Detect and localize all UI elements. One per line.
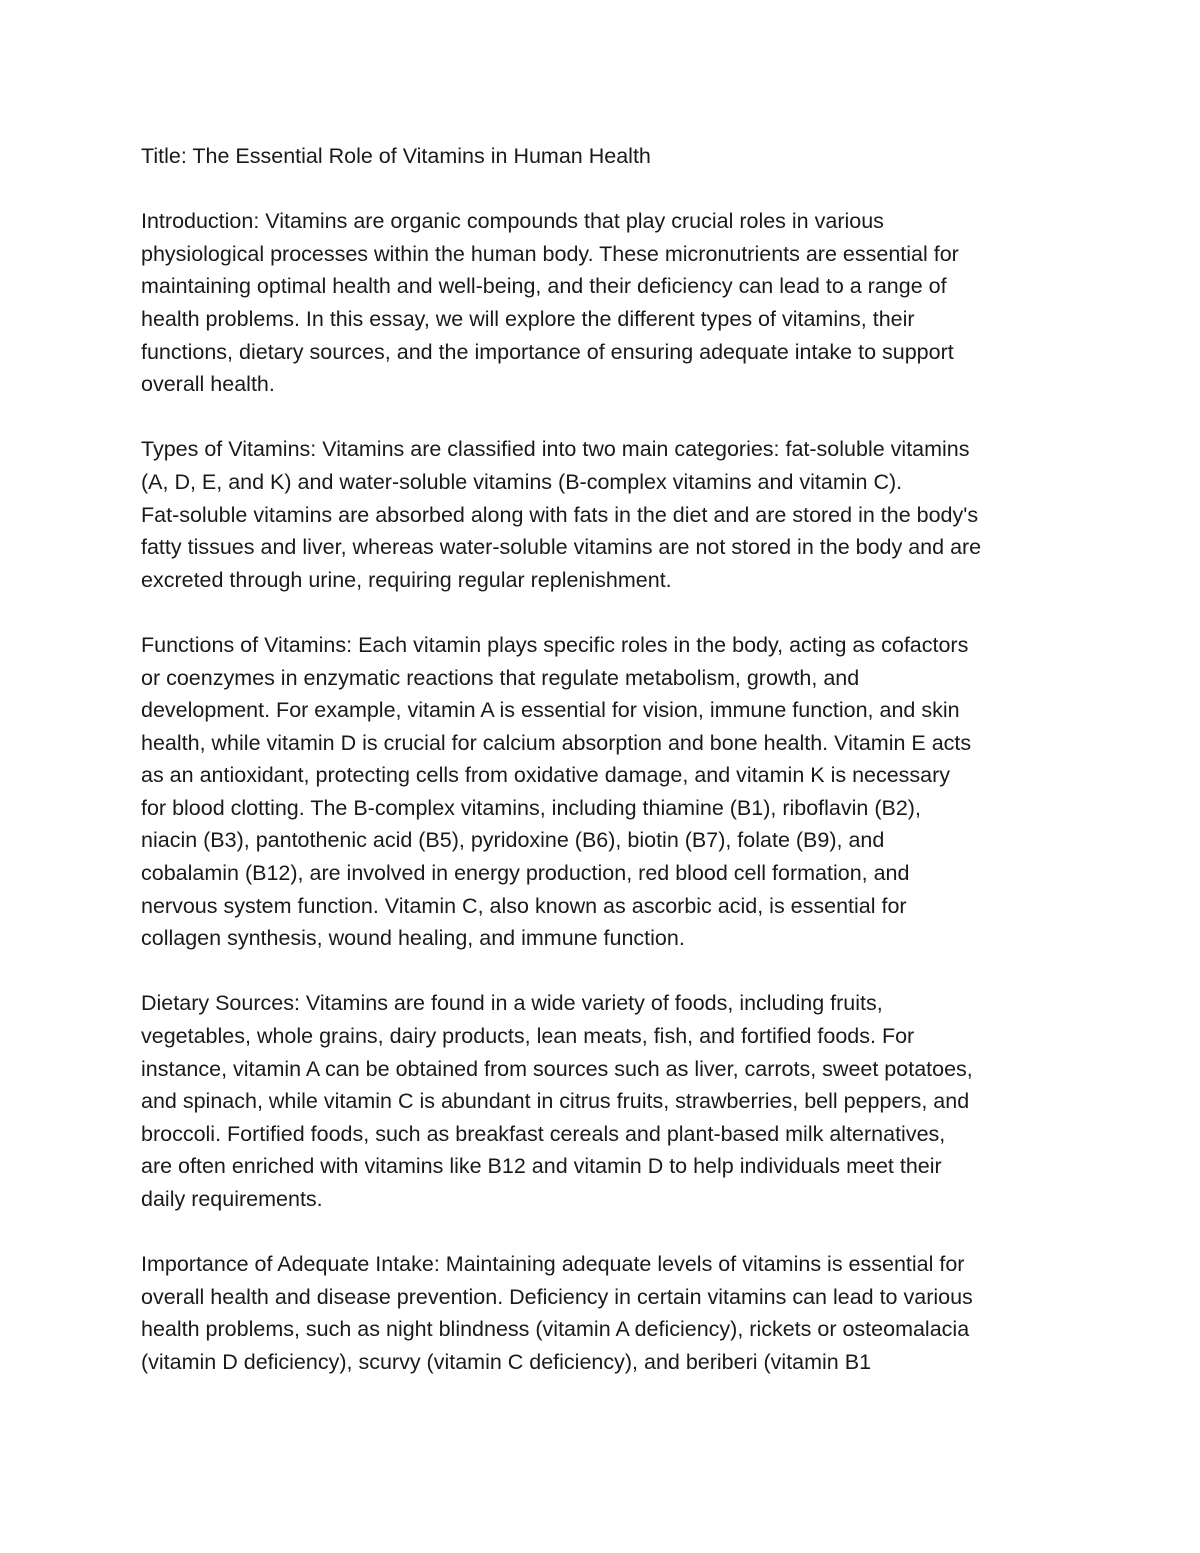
introduction-line: health problems. In this essay, we will explore the different types of vitamins, their <box>141 306 915 331</box>
types-line: (A, D, E, and K) and water-soluble vitamins (B-complex vitamins and vitamin C). <box>141 469 903 494</box>
functions-line: or coenzymes in enzymatic reactions that regulate metabolism, growth, and <box>141 665 860 690</box>
title-line: Title: The Essential Role of Vitamins in Human Health <box>141 144 651 168</box>
functions-line: cobalamin (B12), are involved in energy production, red blood cell formation, and <box>141 861 910 886</box>
functions-line: as an antioxidant, protecting cells from oxidative damage, and vitamin K is necessary <box>141 763 951 788</box>
types-line: Types of Vitamins: Vitamins are classified into two main categories: fat-soluble vitamins <box>141 437 970 462</box>
importance-of-adequate-intake-paragraph <box>141 1248 1066 1378</box>
introduction-line: physiological processes within the human body. These micronutrients are essential for <box>141 241 959 266</box>
dietary-line: and spinach, while vitamin C is abundant in citrus fruits, strawberries, bell peppers, and <box>141 1089 970 1114</box>
title-paragraph <box>141 140 1066 173</box>
types-line: Fat-soluble vitamins are absorbed along with fats in the diet and are stored in the body's <box>141 502 979 527</box>
functions-line: niacin (B3), pantothenic acid (B5), pyridoxine (B6), biotin (B7), folate (B9), and <box>141 828 885 853</box>
functions-of-vitamins-paragraph <box>141 629 1066 955</box>
dietary-sources-paragraph <box>141 987 1066 1215</box>
introduction-paragraph <box>141 205 1066 401</box>
dietary-line: broccoli. Fortified foods, such as breakfast cereals and plant-based milk alternatives, <box>141 1121 946 1146</box>
importance-line: health problems, such as night blindness (vitamin A deficiency), rickets or osteomalacia <box>141 1317 970 1342</box>
functions-line: development. For example, vitamin A is essential for vision, immune function, and skin <box>141 698 960 723</box>
importance-line: Importance of Adequate Intake: Maintaining adequate levels of vitamins is essential for <box>141 1252 965 1277</box>
types-of-vitamins-paragraph <box>141 433 1066 596</box>
dietary-line: Dietary Sources: Vitamins are found in a wide variety of foods, including fruits, <box>141 991 883 1016</box>
types-line: excreted through urine, requiring regular replenishment. <box>141 567 672 592</box>
functions-line: Functions of Vitamins: Each vitamin plays specific roles in the body, acting as cofactors <box>141 632 969 657</box>
functions-line: health, while vitamin D is crucial for calcium absorption and bone health. Vitamin E acts <box>141 730 972 755</box>
dietary-line: vegetables, whole grains, dairy products, lean meats, fish, and fortified foods. For <box>141 1024 915 1049</box>
document-body <box>141 140 1066 1379</box>
importance-line: (vitamin D deficiency), scurvy (vitamin C deficiency), and beriberi (vitamin B1 <box>141 1349 872 1374</box>
introduction-line: functions, dietary sources, and the importance of ensuring adequate intake to support <box>141 339 954 364</box>
introduction-line: overall health. <box>141 372 275 397</box>
functions-line: nervous system function. Vitamin C, also known as ascorbic acid, is essential for <box>141 893 907 918</box>
functions-line: collagen synthesis, wound healing, and immune function. <box>141 926 685 951</box>
dietary-line: daily requirements. <box>141 1187 323 1211</box>
types-line: fatty tissues and liver, whereas water-soluble vitamins are not stored in the body and are <box>141 535 982 560</box>
dietary-line: are often enriched with vitamins like B12 and vitamin D to help individuals meet their <box>141 1154 942 1179</box>
importance-line: overall health and disease prevention. Deficiency in certain vitamins can lead to various <box>141 1284 973 1309</box>
dietary-line: instance, vitamin A can be obtained from sources such as liver, carrots, sweet potatoes, <box>141 1056 973 1081</box>
introduction-line: maintaining optimal health and well-being, and their deficiency can lead to a range of <box>141 274 947 299</box>
functions-line: for blood clotting. The B-complex vitamins, including thiamine (B1), riboflavin (B2), <box>141 795 921 820</box>
introduction-line: Introduction: Vitamins are organic compounds that play crucial roles in various <box>141 209 884 234</box>
